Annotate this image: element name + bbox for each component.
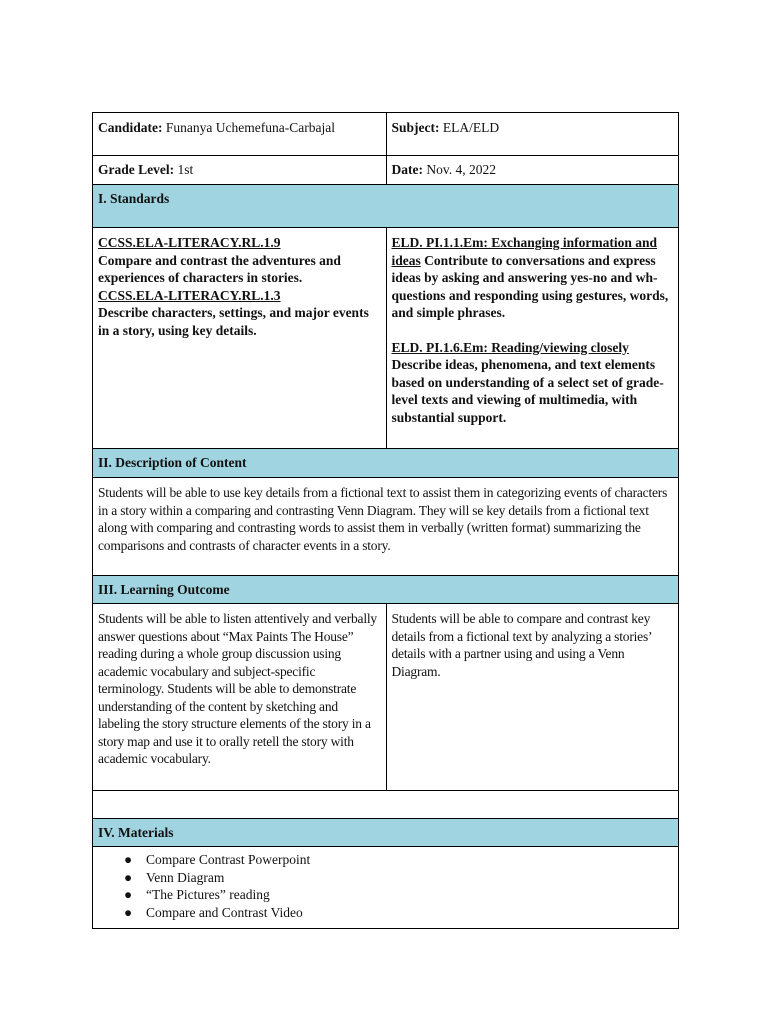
materials-list	[98, 851, 673, 921]
eld-code-2: ELD. PI.1.6.Em: Reading/viewing closely	[391, 339, 629, 355]
description-title: II. Description of Content	[98, 455, 247, 470]
standards-heading-row	[93, 185, 678, 228]
eld-code-1: ELD. PI.1.1.Em: Exchanging information and ideas	[391, 235, 658, 268]
materials-cell	[93, 847, 678, 928]
list-item	[124, 869, 673, 887]
material-item: Compare Contrast Powerpoint	[146, 852, 311, 867]
materials-content-row	[93, 847, 678, 929]
materials-heading-row	[93, 819, 678, 847]
eld-text-1: Contribute to conversations and express ideas by asking and answering yes-no and wh-questions and responding using gestures, words, and simple phrases.	[391, 252, 669, 320]
empty-cell	[93, 791, 678, 818]
list-item	[124, 886, 673, 904]
description-body: Students will be able to use key details from a fictional text to assist them in categorizing events of characters in a story within a comparing and contrasting Venn Diagram. They will se key details from a fictional text along with comparing and contrasting words to assist them in verbally (written format) summarizing the comparisons and contrasts of character events in a story.	[98, 485, 668, 553]
subject-label: Subject:	[391, 120, 440, 135]
date-value: Nov. 4, 2022	[426, 162, 496, 177]
ccss-code-2: CCSS.ELA-LITERACY.RL.1.3	[98, 287, 281, 303]
material-item: “The Pictures” reading	[146, 887, 270, 902]
eld-text-2: Describe ideas, phenomena, and text elements based on understanding of a select set of grade-level texts and viewing of multimedia, with substantial support.	[391, 357, 664, 425]
ccss-text-2: Describe characters, settings, and major events in a story, using key details.	[98, 305, 369, 338]
description-content-row	[93, 478, 678, 576]
bullet-icon: ●	[124, 887, 133, 902]
ccss-code-1: CCSS.ELA-LITERACY.RL.1.9	[98, 235, 281, 250]
header-row-1	[93, 113, 678, 156]
empty-row	[93, 791, 678, 819]
material-item: Venn Diagram	[146, 869, 225, 885]
list-item	[124, 851, 673, 869]
candidate-label: Candidate:	[98, 120, 163, 135]
outcome-right: Students will be able to compare and contrast key details from a fictional text by analyzing a stories’ details with a partner using and using a Venn Diagram.	[386, 604, 679, 790]
ccss-text-1: Compare and contrast the adventures and experiences of characters in stories.	[98, 252, 341, 285]
header-row-2	[93, 156, 678, 185]
standards-left-cell	[93, 228, 386, 448]
grade-label: Grade Level:	[98, 162, 175, 177]
subject-cell	[386, 113, 679, 155]
spacer	[392, 322, 674, 339]
description-heading-row	[93, 449, 678, 478]
bullet-icon: ●	[124, 852, 133, 867]
subject-value: ELA/ELD	[442, 120, 500, 135]
standards-content-row	[93, 228, 678, 449]
outcome-left: Students will be able to listen attentively and verbally answer questions about “Max Paints The House” reading during a whole group discussion using academic vocabulary and subject-specific terminology. Students will be able to demonstrate understanding of the content by sketching and labeling the story structure elements of the story in a story map and use it to orally retell the story with academic vocabulary.	[98, 611, 377, 766]
bullet-icon: ●	[124, 869, 133, 885]
outcome-title: III. Learning Outcome	[98, 582, 230, 597]
standards-right-cell	[386, 228, 679, 448]
bullet-icon: ●	[124, 904, 133, 920]
grade-value: 1st	[177, 162, 194, 177]
outcome-heading-row	[93, 576, 678, 604]
candidate-cell	[93, 113, 386, 155]
material-item: Compare and Contrast Video	[146, 904, 303, 920]
materials-title: IV. Materials	[98, 825, 174, 840]
date-cell	[386, 156, 679, 184]
standards-title: I. Standards	[98, 191, 170, 206]
lesson-plan-table	[92, 112, 679, 929]
date-label: Date:	[391, 162, 423, 177]
outcome-content-row	[93, 604, 678, 791]
candidate-value: Funanya Uchemefuna-Carbajal	[165, 120, 335, 135]
grade-cell	[93, 156, 386, 184]
list-item	[124, 904, 673, 922]
